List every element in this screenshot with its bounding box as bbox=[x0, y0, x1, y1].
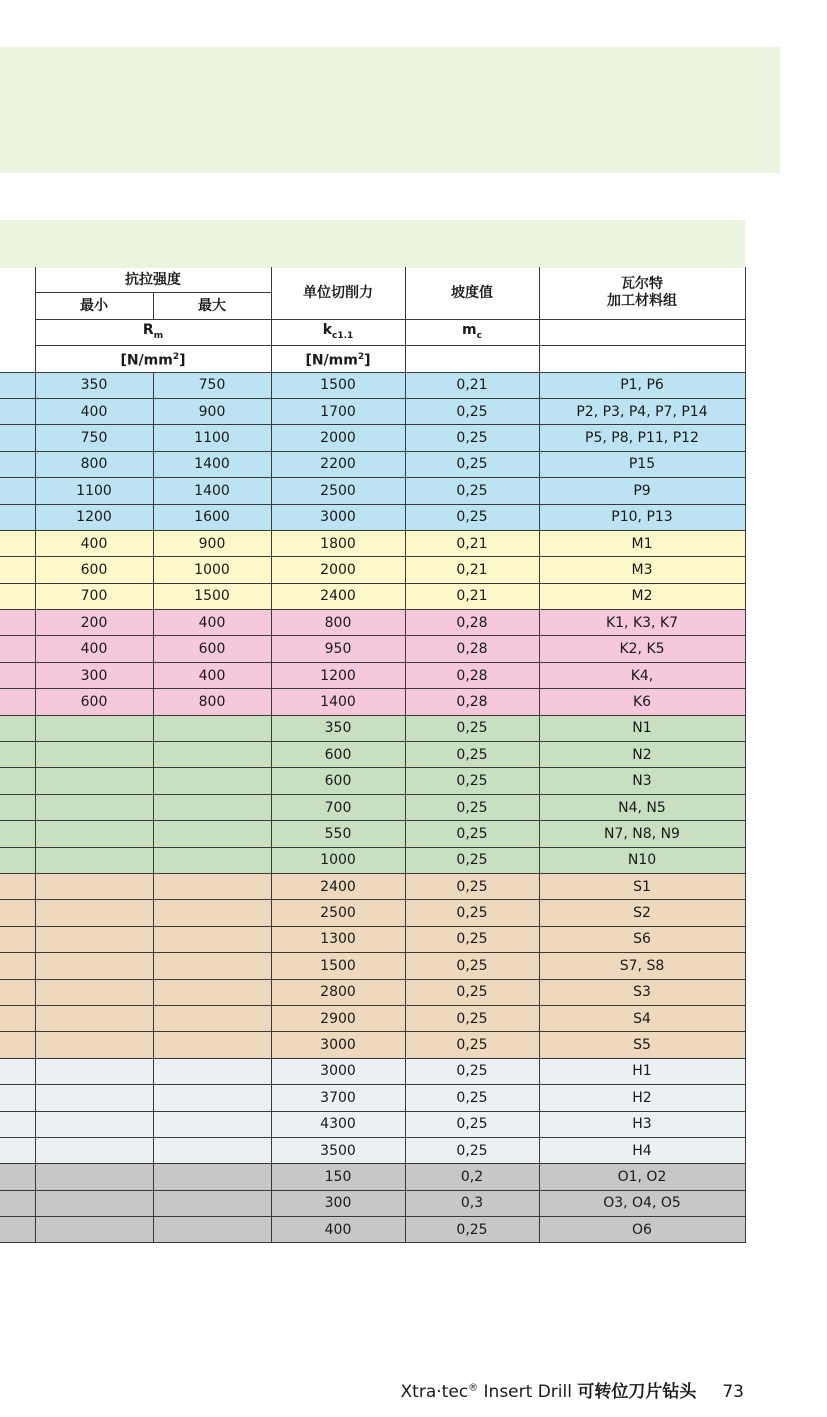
cell-kc: 3000 bbox=[271, 1032, 405, 1058]
cell-group: H2 bbox=[539, 1085, 745, 1111]
cell-mc: 0,25 bbox=[405, 847, 539, 873]
cell-group: N7, N8, N9 bbox=[539, 821, 745, 847]
cell-min bbox=[35, 979, 153, 1005]
row-lead-cell bbox=[0, 926, 35, 952]
cell-kc: 800 bbox=[271, 610, 405, 636]
cell-group: P15 bbox=[539, 451, 745, 477]
cell-group: K1, K3, K7 bbox=[539, 610, 745, 636]
header-min: 最小 bbox=[35, 293, 153, 319]
cell-kc: 3500 bbox=[271, 1137, 405, 1163]
row-lead-cell bbox=[0, 900, 35, 926]
unit-kc-text: [N/mm bbox=[305, 352, 358, 369]
cell-kc: 600 bbox=[271, 768, 405, 794]
cell-mc: 0,25 bbox=[405, 504, 539, 530]
cell-mc: 0,25 bbox=[405, 1058, 539, 1084]
cell-group: S6 bbox=[539, 926, 745, 952]
cell-max: 400 bbox=[153, 610, 271, 636]
cell-kc: 3000 bbox=[271, 504, 405, 530]
row-lead-cell bbox=[0, 821, 35, 847]
cell-kc: 300 bbox=[271, 1190, 405, 1216]
unit-rm-close: ] bbox=[179, 352, 186, 369]
cell-min bbox=[35, 1111, 153, 1137]
cell-mc: 0,25 bbox=[405, 425, 539, 451]
cell-mc: 0,21 bbox=[405, 557, 539, 583]
cell-mc: 0,25 bbox=[405, 742, 539, 768]
cell-mc: 0,25 bbox=[405, 821, 539, 847]
table-row bbox=[0, 1137, 745, 1163]
header-kc-symbol bbox=[271, 319, 405, 345]
cell-max bbox=[153, 1005, 271, 1031]
header-max: 最大 bbox=[153, 293, 271, 319]
row-lead-cell bbox=[0, 636, 35, 662]
material-data-table bbox=[0, 267, 746, 1243]
cell-max bbox=[153, 742, 271, 768]
cell-max bbox=[153, 1058, 271, 1084]
cell-mc: 0,28 bbox=[405, 689, 539, 715]
table-row bbox=[0, 1032, 745, 1058]
rm-symbol: R bbox=[142, 321, 154, 338]
cell-kc: 950 bbox=[271, 636, 405, 662]
table-row bbox=[0, 873, 745, 899]
header-blank-cell bbox=[0, 319, 35, 345]
table-row bbox=[0, 530, 745, 556]
cell-group: P2, P3, P4, P7, P14 bbox=[539, 398, 745, 424]
cell-max bbox=[153, 715, 271, 741]
table-row bbox=[0, 610, 745, 636]
row-lead-cell bbox=[0, 610, 35, 636]
row-lead-cell bbox=[0, 1217, 35, 1243]
cell-max: 1500 bbox=[153, 583, 271, 609]
cell-max: 1100 bbox=[153, 425, 271, 451]
cell-min bbox=[35, 926, 153, 952]
cell-min: 300 bbox=[35, 662, 153, 688]
row-lead-cell bbox=[0, 873, 35, 899]
cell-kc: 2500 bbox=[271, 900, 405, 926]
cell-max bbox=[153, 1217, 271, 1243]
cell-max bbox=[153, 794, 271, 820]
cell-group: P9 bbox=[539, 478, 745, 504]
cell-mc: 0,25 bbox=[405, 1137, 539, 1163]
row-lead-cell bbox=[0, 689, 35, 715]
unit-rm-sup: 2 bbox=[172, 352, 180, 363]
cell-min bbox=[35, 1217, 153, 1243]
table-row bbox=[0, 715, 745, 741]
table-row bbox=[0, 636, 745, 662]
cell-mc: 0,21 bbox=[405, 372, 539, 398]
cell-max: 900 bbox=[153, 530, 271, 556]
cell-kc: 700 bbox=[271, 794, 405, 820]
cell-group: N10 bbox=[539, 847, 745, 873]
row-lead-cell bbox=[0, 662, 35, 688]
cell-group: O1, O2 bbox=[539, 1164, 745, 1190]
cell-min: 400 bbox=[35, 398, 153, 424]
header-unit-kc bbox=[271, 346, 405, 372]
table-row bbox=[0, 794, 745, 820]
cell-mc: 0,25 bbox=[405, 1217, 539, 1243]
cell-group: S3 bbox=[539, 979, 745, 1005]
cell-max: 400 bbox=[153, 662, 271, 688]
cell-mc: 0,25 bbox=[405, 794, 539, 820]
cell-kc: 550 bbox=[271, 821, 405, 847]
cell-group: S7, S8 bbox=[539, 953, 745, 979]
table-row bbox=[0, 372, 745, 398]
row-lead-cell bbox=[0, 372, 35, 398]
table-row bbox=[0, 1217, 745, 1243]
table-row bbox=[0, 1005, 745, 1031]
cell-group: S4 bbox=[539, 1005, 745, 1031]
cell-max bbox=[153, 1032, 271, 1058]
cell-kc: 150 bbox=[271, 1164, 405, 1190]
cell-group: H3 bbox=[539, 1111, 745, 1137]
row-lead-cell bbox=[0, 794, 35, 820]
cell-max bbox=[153, 900, 271, 926]
cell-min bbox=[35, 847, 153, 873]
header-empty-cell bbox=[539, 346, 745, 372]
row-lead-cell bbox=[0, 530, 35, 556]
table-row bbox=[0, 451, 745, 477]
row-lead-cell bbox=[0, 1005, 35, 1031]
table-row bbox=[0, 689, 745, 715]
cell-max bbox=[153, 821, 271, 847]
header-blank-cell bbox=[0, 346, 35, 372]
cell-kc: 1200 bbox=[271, 662, 405, 688]
header-band-middle bbox=[0, 220, 745, 268]
cell-group: H1 bbox=[539, 1058, 745, 1084]
cell-group: P1, P6 bbox=[539, 372, 745, 398]
cell-mc: 0,28 bbox=[405, 636, 539, 662]
table-row bbox=[0, 1111, 745, 1137]
row-lead-cell bbox=[0, 715, 35, 741]
cell-kc: 2000 bbox=[271, 425, 405, 451]
header-empty-cell bbox=[539, 319, 745, 345]
footer-product: Insert Drill bbox=[478, 1382, 578, 1402]
cell-max bbox=[153, 979, 271, 1005]
row-lead-cell bbox=[0, 425, 35, 451]
cell-mc: 0,21 bbox=[405, 583, 539, 609]
row-lead-cell bbox=[0, 1190, 35, 1216]
row-lead-cell bbox=[0, 451, 35, 477]
unit-rm-text: [N/mm bbox=[120, 352, 173, 369]
row-lead-cell bbox=[0, 557, 35, 583]
cell-group: S1 bbox=[539, 873, 745, 899]
cell-min: 800 bbox=[35, 451, 153, 477]
cell-min bbox=[35, 1085, 153, 1111]
header-material-group bbox=[539, 267, 745, 319]
header-mc-symbol bbox=[405, 319, 539, 345]
cell-group: P10, P13 bbox=[539, 504, 745, 530]
cell-kc: 2000 bbox=[271, 557, 405, 583]
table-row bbox=[0, 398, 745, 424]
cell-max bbox=[153, 1111, 271, 1137]
cell-min bbox=[35, 1032, 153, 1058]
cell-min bbox=[35, 715, 153, 741]
cell-min bbox=[35, 1137, 153, 1163]
cell-max bbox=[153, 768, 271, 794]
row-lead-cell bbox=[0, 847, 35, 873]
table-row bbox=[0, 504, 745, 530]
cell-kc: 1500 bbox=[271, 372, 405, 398]
cell-mc: 0,28 bbox=[405, 662, 539, 688]
header-material-group-line2: 加工材料组 bbox=[607, 292, 677, 309]
header-blank-cell bbox=[0, 267, 35, 293]
table-row bbox=[0, 900, 745, 926]
cell-min: 400 bbox=[35, 530, 153, 556]
table-row bbox=[0, 583, 745, 609]
cell-min: 400 bbox=[35, 636, 153, 662]
page-number: 73 bbox=[722, 1382, 744, 1402]
cell-group: K2, K5 bbox=[539, 636, 745, 662]
cell-kc: 1500 bbox=[271, 953, 405, 979]
cell-kc: 1400 bbox=[271, 689, 405, 715]
table-row bbox=[0, 557, 745, 583]
cell-min: 200 bbox=[35, 610, 153, 636]
cell-group: N4, N5 bbox=[539, 794, 745, 820]
table-row bbox=[0, 847, 745, 873]
cell-max: 1400 bbox=[153, 451, 271, 477]
cell-kc: 2200 bbox=[271, 451, 405, 477]
cell-group: O6 bbox=[539, 1217, 745, 1243]
cell-min bbox=[35, 1190, 153, 1216]
cell-kc: 2500 bbox=[271, 478, 405, 504]
cell-mc: 0,25 bbox=[405, 715, 539, 741]
cell-min bbox=[35, 1005, 153, 1031]
cell-kc: 2400 bbox=[271, 873, 405, 899]
table-row bbox=[0, 1190, 745, 1216]
table-row bbox=[0, 425, 745, 451]
cell-kc: 2400 bbox=[271, 583, 405, 609]
cell-min: 1100 bbox=[35, 478, 153, 504]
cell-mc: 0,25 bbox=[405, 768, 539, 794]
table-row bbox=[0, 1164, 745, 1190]
cell-group: M2 bbox=[539, 583, 745, 609]
cell-kc: 4300 bbox=[271, 1111, 405, 1137]
cell-max: 750 bbox=[153, 372, 271, 398]
cell-group: K6 bbox=[539, 689, 745, 715]
header-blank-cell bbox=[0, 293, 35, 319]
cell-max bbox=[153, 953, 271, 979]
cell-kc: 1000 bbox=[271, 847, 405, 873]
cell-max bbox=[153, 926, 271, 952]
rm-subscript: m bbox=[153, 330, 164, 341]
cell-min: 350 bbox=[35, 372, 153, 398]
row-lead-cell bbox=[0, 742, 35, 768]
row-lead-cell bbox=[0, 953, 35, 979]
cell-kc: 1700 bbox=[271, 398, 405, 424]
header-specific-cutting-force: 单位切削力 bbox=[271, 267, 405, 319]
cell-mc: 0,21 bbox=[405, 530, 539, 556]
cell-mc: 0,25 bbox=[405, 979, 539, 1005]
cell-mc: 0,25 bbox=[405, 1111, 539, 1137]
cell-mc: 0,28 bbox=[405, 610, 539, 636]
cell-mc: 0,25 bbox=[405, 478, 539, 504]
kc-subscript: c1.1 bbox=[332, 330, 354, 341]
row-lead-cell bbox=[0, 1111, 35, 1137]
cell-max bbox=[153, 1137, 271, 1163]
cell-min bbox=[35, 953, 153, 979]
cell-max: 1600 bbox=[153, 504, 271, 530]
row-lead-cell bbox=[0, 1032, 35, 1058]
cell-mc: 0,2 bbox=[405, 1164, 539, 1190]
table-row bbox=[0, 1058, 745, 1084]
cell-max: 600 bbox=[153, 636, 271, 662]
cell-group: M3 bbox=[539, 557, 745, 583]
row-lead-cell bbox=[0, 583, 35, 609]
cell-min bbox=[35, 1164, 153, 1190]
header-unit-rm bbox=[35, 346, 271, 372]
table-row bbox=[0, 821, 745, 847]
cell-mc: 0,25 bbox=[405, 1005, 539, 1031]
cell-group: K4, bbox=[539, 662, 745, 688]
cell-mc: 0,25 bbox=[405, 873, 539, 899]
header-material-group-line1: 瓦尔特 bbox=[621, 275, 663, 292]
cell-group: N2 bbox=[539, 742, 745, 768]
cell-mc: 0,25 bbox=[405, 451, 539, 477]
row-lead-cell bbox=[0, 1137, 35, 1163]
cell-mc: 0,25 bbox=[405, 398, 539, 424]
cell-mc: 0,3 bbox=[405, 1190, 539, 1216]
cell-max: 800 bbox=[153, 689, 271, 715]
cell-kc: 1300 bbox=[271, 926, 405, 952]
cell-max: 1000 bbox=[153, 557, 271, 583]
cell-min: 1200 bbox=[35, 504, 153, 530]
mc-symbol: m bbox=[462, 321, 477, 338]
cell-group: P5, P8, P11, P12 bbox=[539, 425, 745, 451]
table-row bbox=[0, 478, 745, 504]
cell-min bbox=[35, 794, 153, 820]
row-lead-cell bbox=[0, 768, 35, 794]
cell-kc: 1800 bbox=[271, 530, 405, 556]
kc-symbol: k bbox=[322, 321, 333, 338]
cell-group: H4 bbox=[539, 1137, 745, 1163]
cell-min: 750 bbox=[35, 425, 153, 451]
cell-group: N3 bbox=[539, 768, 745, 794]
cell-mc: 0,25 bbox=[405, 926, 539, 952]
cell-min: 700 bbox=[35, 583, 153, 609]
cell-min bbox=[35, 873, 153, 899]
cell-kc: 2900 bbox=[271, 1005, 405, 1031]
cell-max bbox=[153, 873, 271, 899]
cell-min bbox=[35, 1058, 153, 1084]
row-lead-cell bbox=[0, 979, 35, 1005]
cell-min bbox=[35, 900, 153, 926]
unit-kc-sup: 2 bbox=[357, 352, 365, 363]
cell-kc: 350 bbox=[271, 715, 405, 741]
row-lead-cell bbox=[0, 1085, 35, 1111]
cell-max bbox=[153, 1164, 271, 1190]
footer-registered-mark: ® bbox=[468, 1382, 479, 1394]
row-lead-cell bbox=[0, 504, 35, 530]
cell-mc: 0,25 bbox=[405, 1032, 539, 1058]
page-footer bbox=[401, 1377, 744, 1402]
cell-min bbox=[35, 768, 153, 794]
cell-mc: 0,25 bbox=[405, 1085, 539, 1111]
cell-kc: 600 bbox=[271, 742, 405, 768]
header-band-top bbox=[0, 47, 780, 173]
cell-kc: 3700 bbox=[271, 1085, 405, 1111]
table-row bbox=[0, 1085, 745, 1111]
cell-group: M1 bbox=[539, 530, 745, 556]
mc-subscript: c bbox=[476, 330, 482, 341]
unit-kc-close: ] bbox=[364, 352, 371, 369]
table-row bbox=[0, 953, 745, 979]
cell-max: 900 bbox=[153, 398, 271, 424]
cell-mc: 0,25 bbox=[405, 900, 539, 926]
table-row bbox=[0, 768, 745, 794]
cell-min bbox=[35, 821, 153, 847]
header-tensile-strength: 抗拉强度 bbox=[35, 267, 271, 293]
cell-group: S2 bbox=[539, 900, 745, 926]
footer-product-cn: 可转位刀片钻头 bbox=[577, 1382, 697, 1402]
row-lead-cell bbox=[0, 1058, 35, 1084]
row-lead-cell bbox=[0, 398, 35, 424]
cell-max bbox=[153, 847, 271, 873]
table-row bbox=[0, 662, 745, 688]
cell-kc: 400 bbox=[271, 1217, 405, 1243]
cell-group: O3, O4, O5 bbox=[539, 1190, 745, 1216]
cell-max bbox=[153, 1190, 271, 1216]
cell-min: 600 bbox=[35, 557, 153, 583]
cell-min: 600 bbox=[35, 689, 153, 715]
row-lead-cell bbox=[0, 1164, 35, 1190]
cell-group: S5 bbox=[539, 1032, 745, 1058]
cell-group: N1 bbox=[539, 715, 745, 741]
header-slope-value: 坡度值 bbox=[405, 267, 539, 319]
header-rm-symbol bbox=[35, 319, 271, 345]
table-row bbox=[0, 926, 745, 952]
footer-brand: Xtra·tec bbox=[400, 1382, 469, 1402]
cell-max: 1400 bbox=[153, 478, 271, 504]
cell-kc: 3000 bbox=[271, 1058, 405, 1084]
cell-min bbox=[35, 742, 153, 768]
header-empty-cell bbox=[405, 346, 539, 372]
row-lead-cell bbox=[0, 478, 35, 504]
cell-max bbox=[153, 1085, 271, 1111]
table-row bbox=[0, 979, 745, 1005]
table-row bbox=[0, 742, 745, 768]
cell-mc: 0,25 bbox=[405, 953, 539, 979]
cell-kc: 2800 bbox=[271, 979, 405, 1005]
